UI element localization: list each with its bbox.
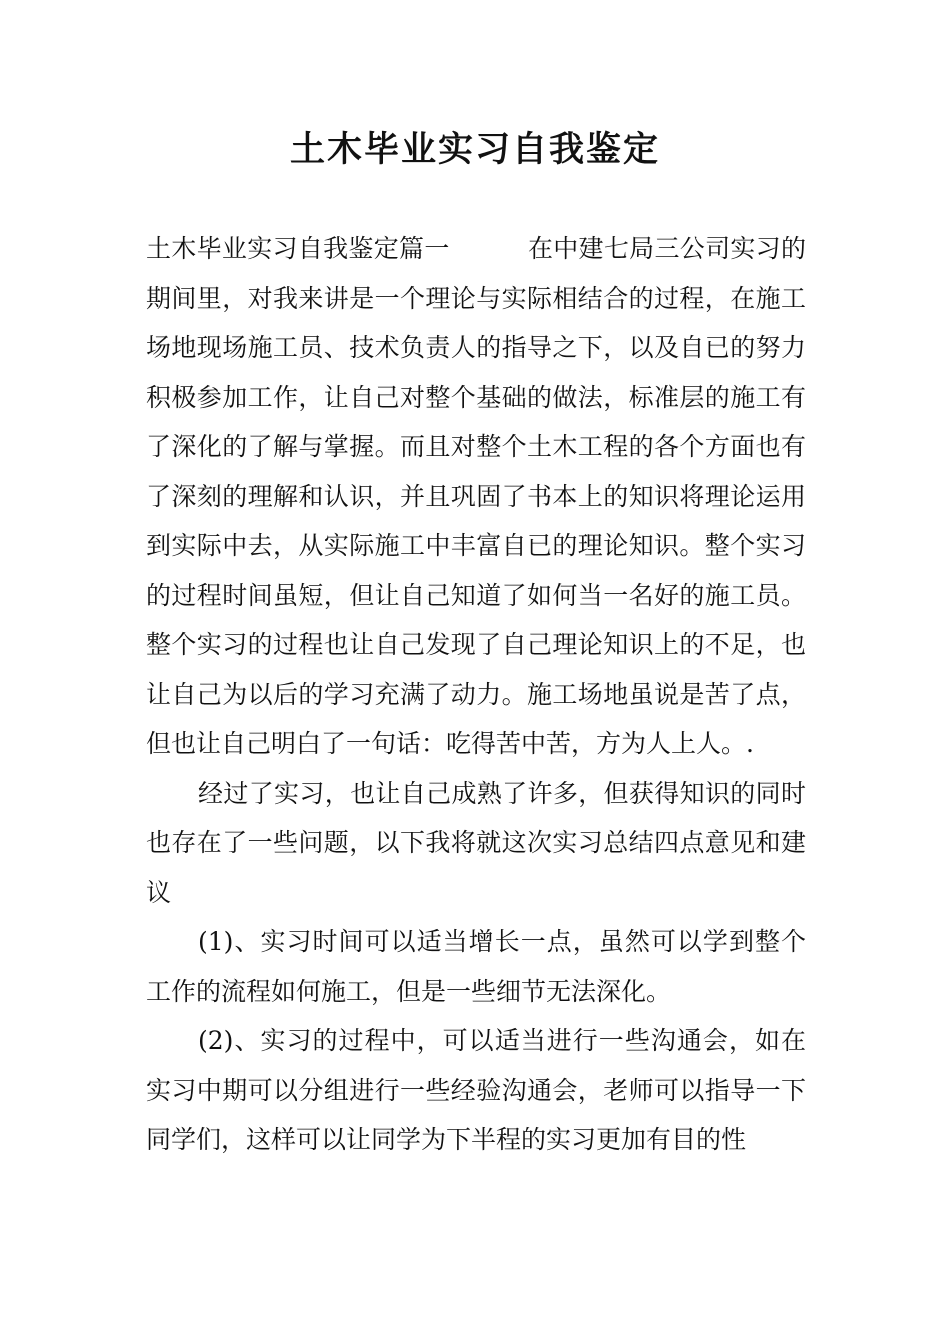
paragraph-summary: 经过了实习，也让自己成熟了许多，但获得知识的同时也存在了一些问题，以下我将就这次实习总结四点意见和建议	[146, 778, 806, 907]
section-heading: 土木毕业实习自我鉴定篇一	[146, 234, 450, 263]
document-body	[146, 224, 806, 1165]
document-title: 土木毕业实习自我鉴定	[289, 130, 660, 170]
paragraph-text: 在中建七局三公司实习的期间里，对我来讲是一个理论与实际相结合的过程，在施工场地现场施工员、技术负责人的指导之下，以及自已的努力积极参加工作，让自己对整个基础的做法，标准层的施工有了深化的了解与掌握。而且对整个土木工程的各个方面也有了深刻的理解和认识，并且巩固了书本上的知识将理论运用到实际中去，从实际施工中丰富自已的理论知识。整个实习的过程时间虽短，但让自己知道了如何当一名好的施工员。整个实习的过程也让自己发现了自己理论知识上的不足，也让自己为以后的学习充满了动力。施工场地虽说是苦了点，但也让自己明白了一句话：吃得苦中苦，方为人上人。.	[146, 234, 806, 758]
paragraph-intro	[146, 224, 806, 769]
paragraph-suggestion-2: (2)、实习的过程中，可以适当进行一些沟通会，如在实习中期可以分组进行一些经验沟通会，老师可以指导一下同学们，这样可以让同学为下半程的实习更加有目的性	[146, 1026, 806, 1154]
paragraph-suggestion-1: (1)、实习时间可以适当增长一点，虽然可以学到整个工作的流程如何施工，但是一些细节无法深化。	[146, 927, 806, 1006]
